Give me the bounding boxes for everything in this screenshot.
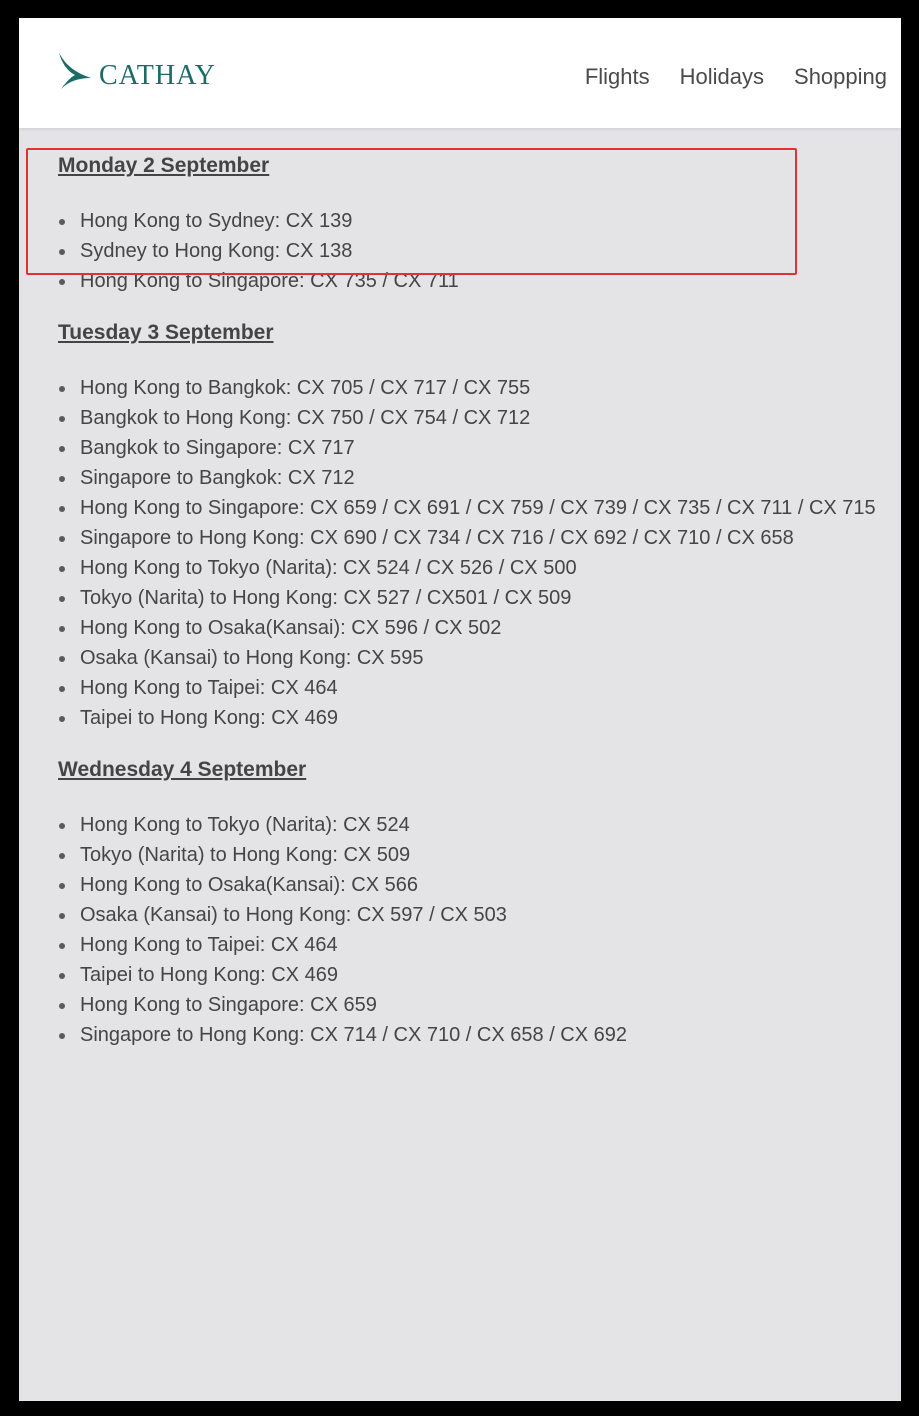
route-group — [58, 493, 898, 553]
nav-flights[interactable]: Flights — [584, 64, 650, 89]
nav-shopping[interactable]: Shopping — [794, 64, 887, 89]
route-item: Taipei to Hong Kong: CX 469 — [58, 960, 898, 990]
route-item: Tokyo (Narita) to Hong Kong: CX 509 — [58, 840, 898, 870]
route-item: Sydney to Hong Kong: CX 138 — [58, 236, 898, 266]
day-heading: Tuesday 3 September — [58, 321, 274, 344]
route-item: Hong Kong to Tokyo (Narita): CX 524 / CX 526 / CX 500 — [58, 553, 898, 583]
route-group — [58, 433, 898, 493]
flight-schedule — [58, 151, 898, 1050]
nav-holidays[interactable]: Holidays — [679, 64, 765, 89]
route-group — [58, 553, 898, 613]
route-group — [58, 990, 898, 1050]
route-item: Singapore to Hong Kong: CX 690 / CX 734 / CX 716 / CX 692 / CX 710 / CX 658 — [58, 523, 898, 553]
logo-wordmark: CATHAY — [99, 60, 216, 91]
site-header — [19, 18, 901, 128]
route-group — [58, 673, 898, 733]
route-item: Hong Kong to Singapore: CX 735 / CX 711 — [58, 266, 898, 296]
route-group — [58, 613, 898, 673]
route-item: Tokyo (Narita) to Hong Kong: CX 527 / CX501 / CX 509 — [58, 583, 898, 613]
route-item: Bangkok to Singapore: CX 717 — [58, 433, 898, 463]
route-item: Hong Kong to Taipei: CX 464 — [58, 673, 898, 703]
route-item: Hong Kong to Sydney: CX 139 — [58, 206, 898, 236]
cathay-logo[interactable] — [57, 50, 216, 92]
route-item: Hong Kong to Tokyo (Narita): CX 524 — [58, 810, 898, 840]
route-group — [58, 373, 898, 433]
route-item: Singapore to Hong Kong: CX 714 / CX 710 / CX 658 / CX 692 — [58, 1020, 898, 1050]
main-nav — [585, 64, 887, 90]
route-group — [58, 930, 898, 990]
route-item: Osaka (Kansai) to Hong Kong: CX 597 / CX 503 — [58, 900, 898, 930]
route-item: Hong Kong to Singapore: CX 659 / CX 691 / CX 759 / CX 739 / CX 735 / CX 711 / CX 715 — [58, 493, 898, 523]
route-item: Hong Kong to Osaka(Kansai): CX 566 — [58, 870, 898, 900]
route-item: Taipei to Hong Kong: CX 469 — [58, 703, 898, 733]
route-item: Hong Kong to Singapore: CX 659 — [58, 990, 898, 1020]
day-heading: Monday 2 September — [58, 154, 270, 177]
route-group — [58, 870, 898, 930]
route-group — [58, 266, 898, 296]
page — [19, 18, 901, 1401]
route-item: Hong Kong to Taipei: CX 464 — [58, 930, 898, 960]
day-heading: Wednesday 4 September — [58, 758, 307, 781]
route-item: Hong Kong to Bangkok: CX 705 / CX 717 / CX 755 — [58, 373, 898, 403]
route-item: Hong Kong to Osaka(Kansai): CX 596 / CX 502 — [58, 613, 898, 643]
route-group — [58, 206, 898, 266]
route-group — [58, 810, 898, 870]
route-item: Bangkok to Hong Kong: CX 750 / CX 754 / CX 712 — [58, 403, 898, 433]
route-item: Singapore to Bangkok: CX 712 — [58, 463, 898, 493]
brushwing-logo-icon — [57, 51, 93, 91]
route-item: Osaka (Kansai) to Hong Kong: CX 595 — [58, 643, 898, 673]
